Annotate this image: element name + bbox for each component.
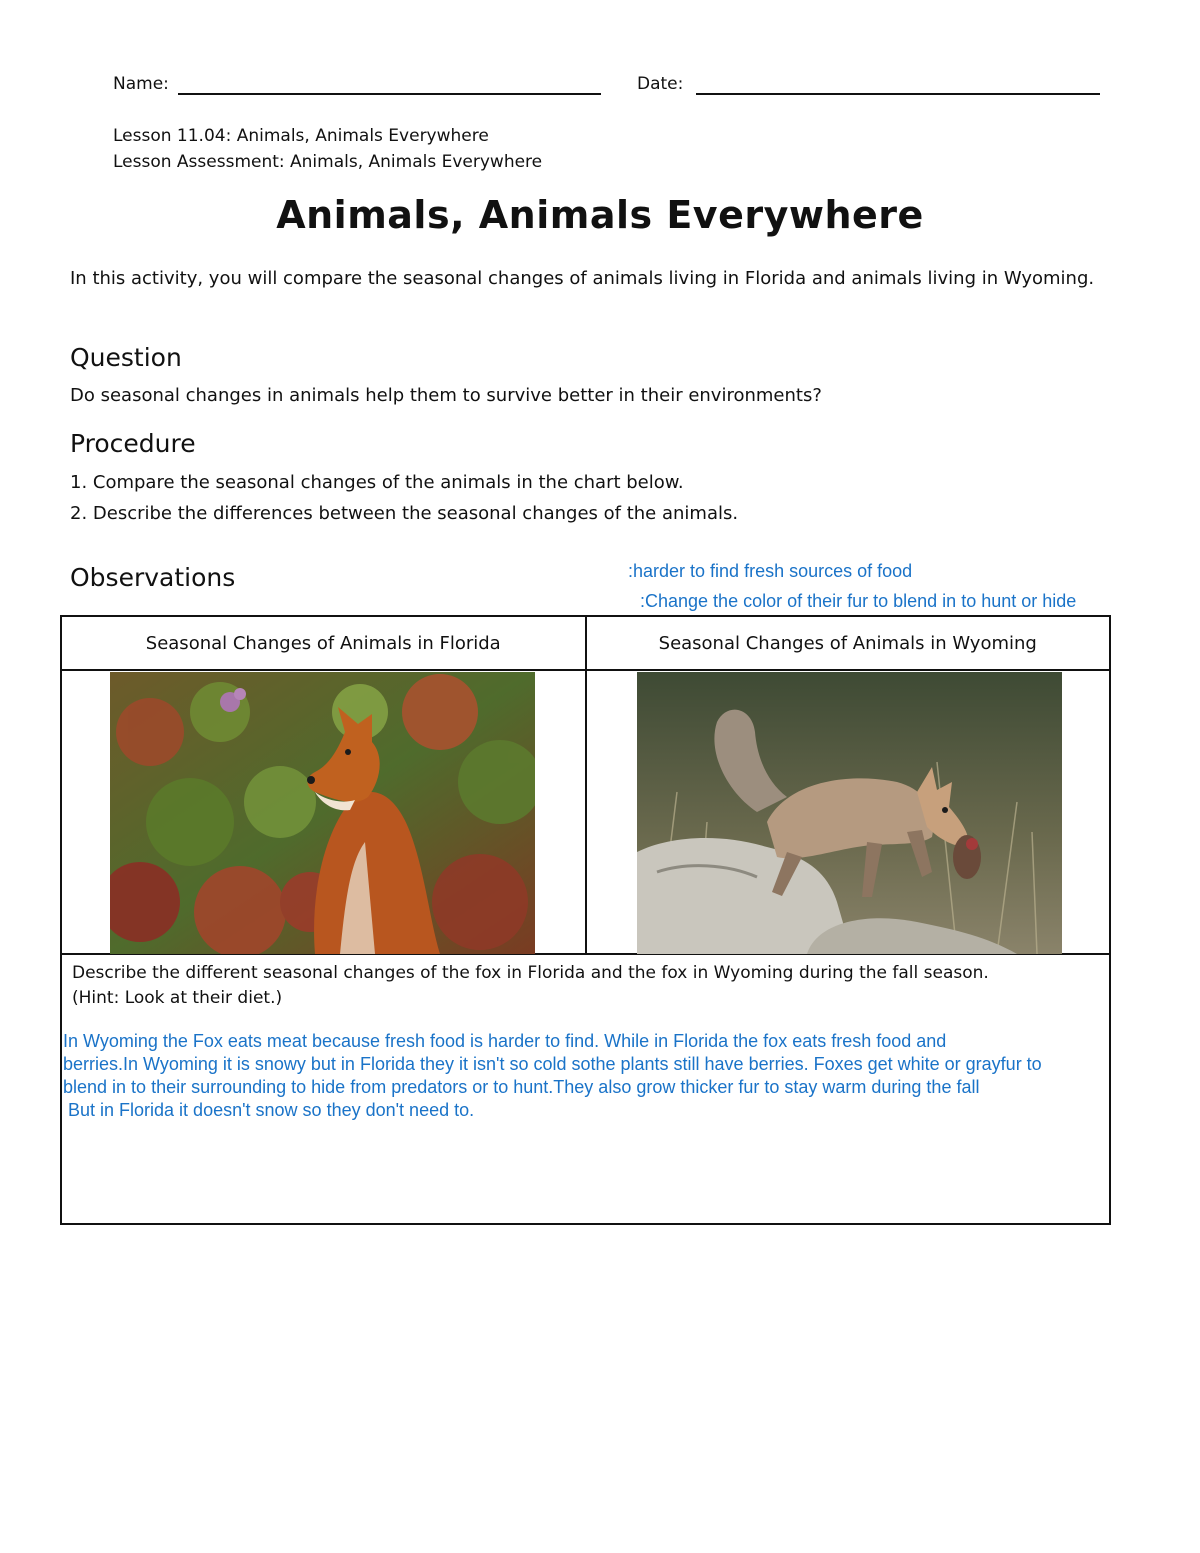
florida-fox-illustration [110, 672, 535, 954]
wyoming-fox-photo [637, 672, 1062, 954]
page-title: Animals, Animals Everywhere [276, 193, 924, 237]
question-heading: Question [70, 343, 182, 372]
answer-line-1: In Wyoming the Fox eats meat because fresh food is harder to find. While in Florida the fox eats fresh food and [63, 1031, 947, 1051]
name-field[interactable] [178, 93, 601, 95]
lesson-line-1: Lesson 11.04: Animals, Animals Everywhere [113, 126, 489, 146]
prompt-line-2: (Hint: Look at their diet.) [72, 988, 283, 1008]
answer-line-4: But in Florida it doesn't snow so they don't need to. [63, 1100, 475, 1120]
question-text: Do seasonal changes in animals help them to survive better in their environments? [70, 385, 822, 406]
name-label: Name: [113, 74, 169, 94]
observations-table [60, 615, 1111, 1225]
prompt-line-1: Describe the different seasonal changes of the fox in Florida and the fox in Wyoming during the fall season. [72, 963, 989, 983]
annotation-note-2: :Change the color of their fur to blend in to hunt or hide [640, 591, 1077, 611]
col-header-wyoming: Seasonal Changes of Animals in Wyoming [586, 616, 1111, 670]
col-header-florida: Seasonal Changes of Animals in Florida [61, 616, 586, 670]
annotation-note-1: :harder to find fresh sources of food [628, 561, 913, 581]
answer-line-3: blend in to their surrounding to hide from predators or to hunt.They also grow thicker fur to stay warm during the fall [63, 1077, 980, 1097]
answer-line-2: berries.In Wyoming it is snowy but in Florida they it isn't so cold sothe plants still have berries. Foxes get white or grayfur to [63, 1054, 1042, 1074]
wyoming-image-cell [586, 670, 1111, 954]
procedure-heading: Procedure [70, 429, 196, 458]
procedure-step-1: 1. Compare the seasonal changes of the animals in the chart below. [70, 472, 684, 493]
date-label: Date: [637, 74, 684, 94]
florida-image-cell [61, 670, 586, 954]
observations-heading: Observations [70, 563, 236, 592]
wyoming-fox-illustration [637, 672, 1062, 954]
procedure-step-2: 2. Describe the differences between the seasonal changes of the animals. [70, 503, 739, 524]
lesson-line-2: Lesson Assessment: Animals, Animals Everywhere [113, 152, 543, 172]
florida-fox-photo [110, 672, 535, 954]
intro-text: In this activity, you will compare the seasonal changes of animals living in Florida and animals living in Wyoming. [70, 268, 1095, 289]
date-field[interactable] [696, 93, 1100, 95]
